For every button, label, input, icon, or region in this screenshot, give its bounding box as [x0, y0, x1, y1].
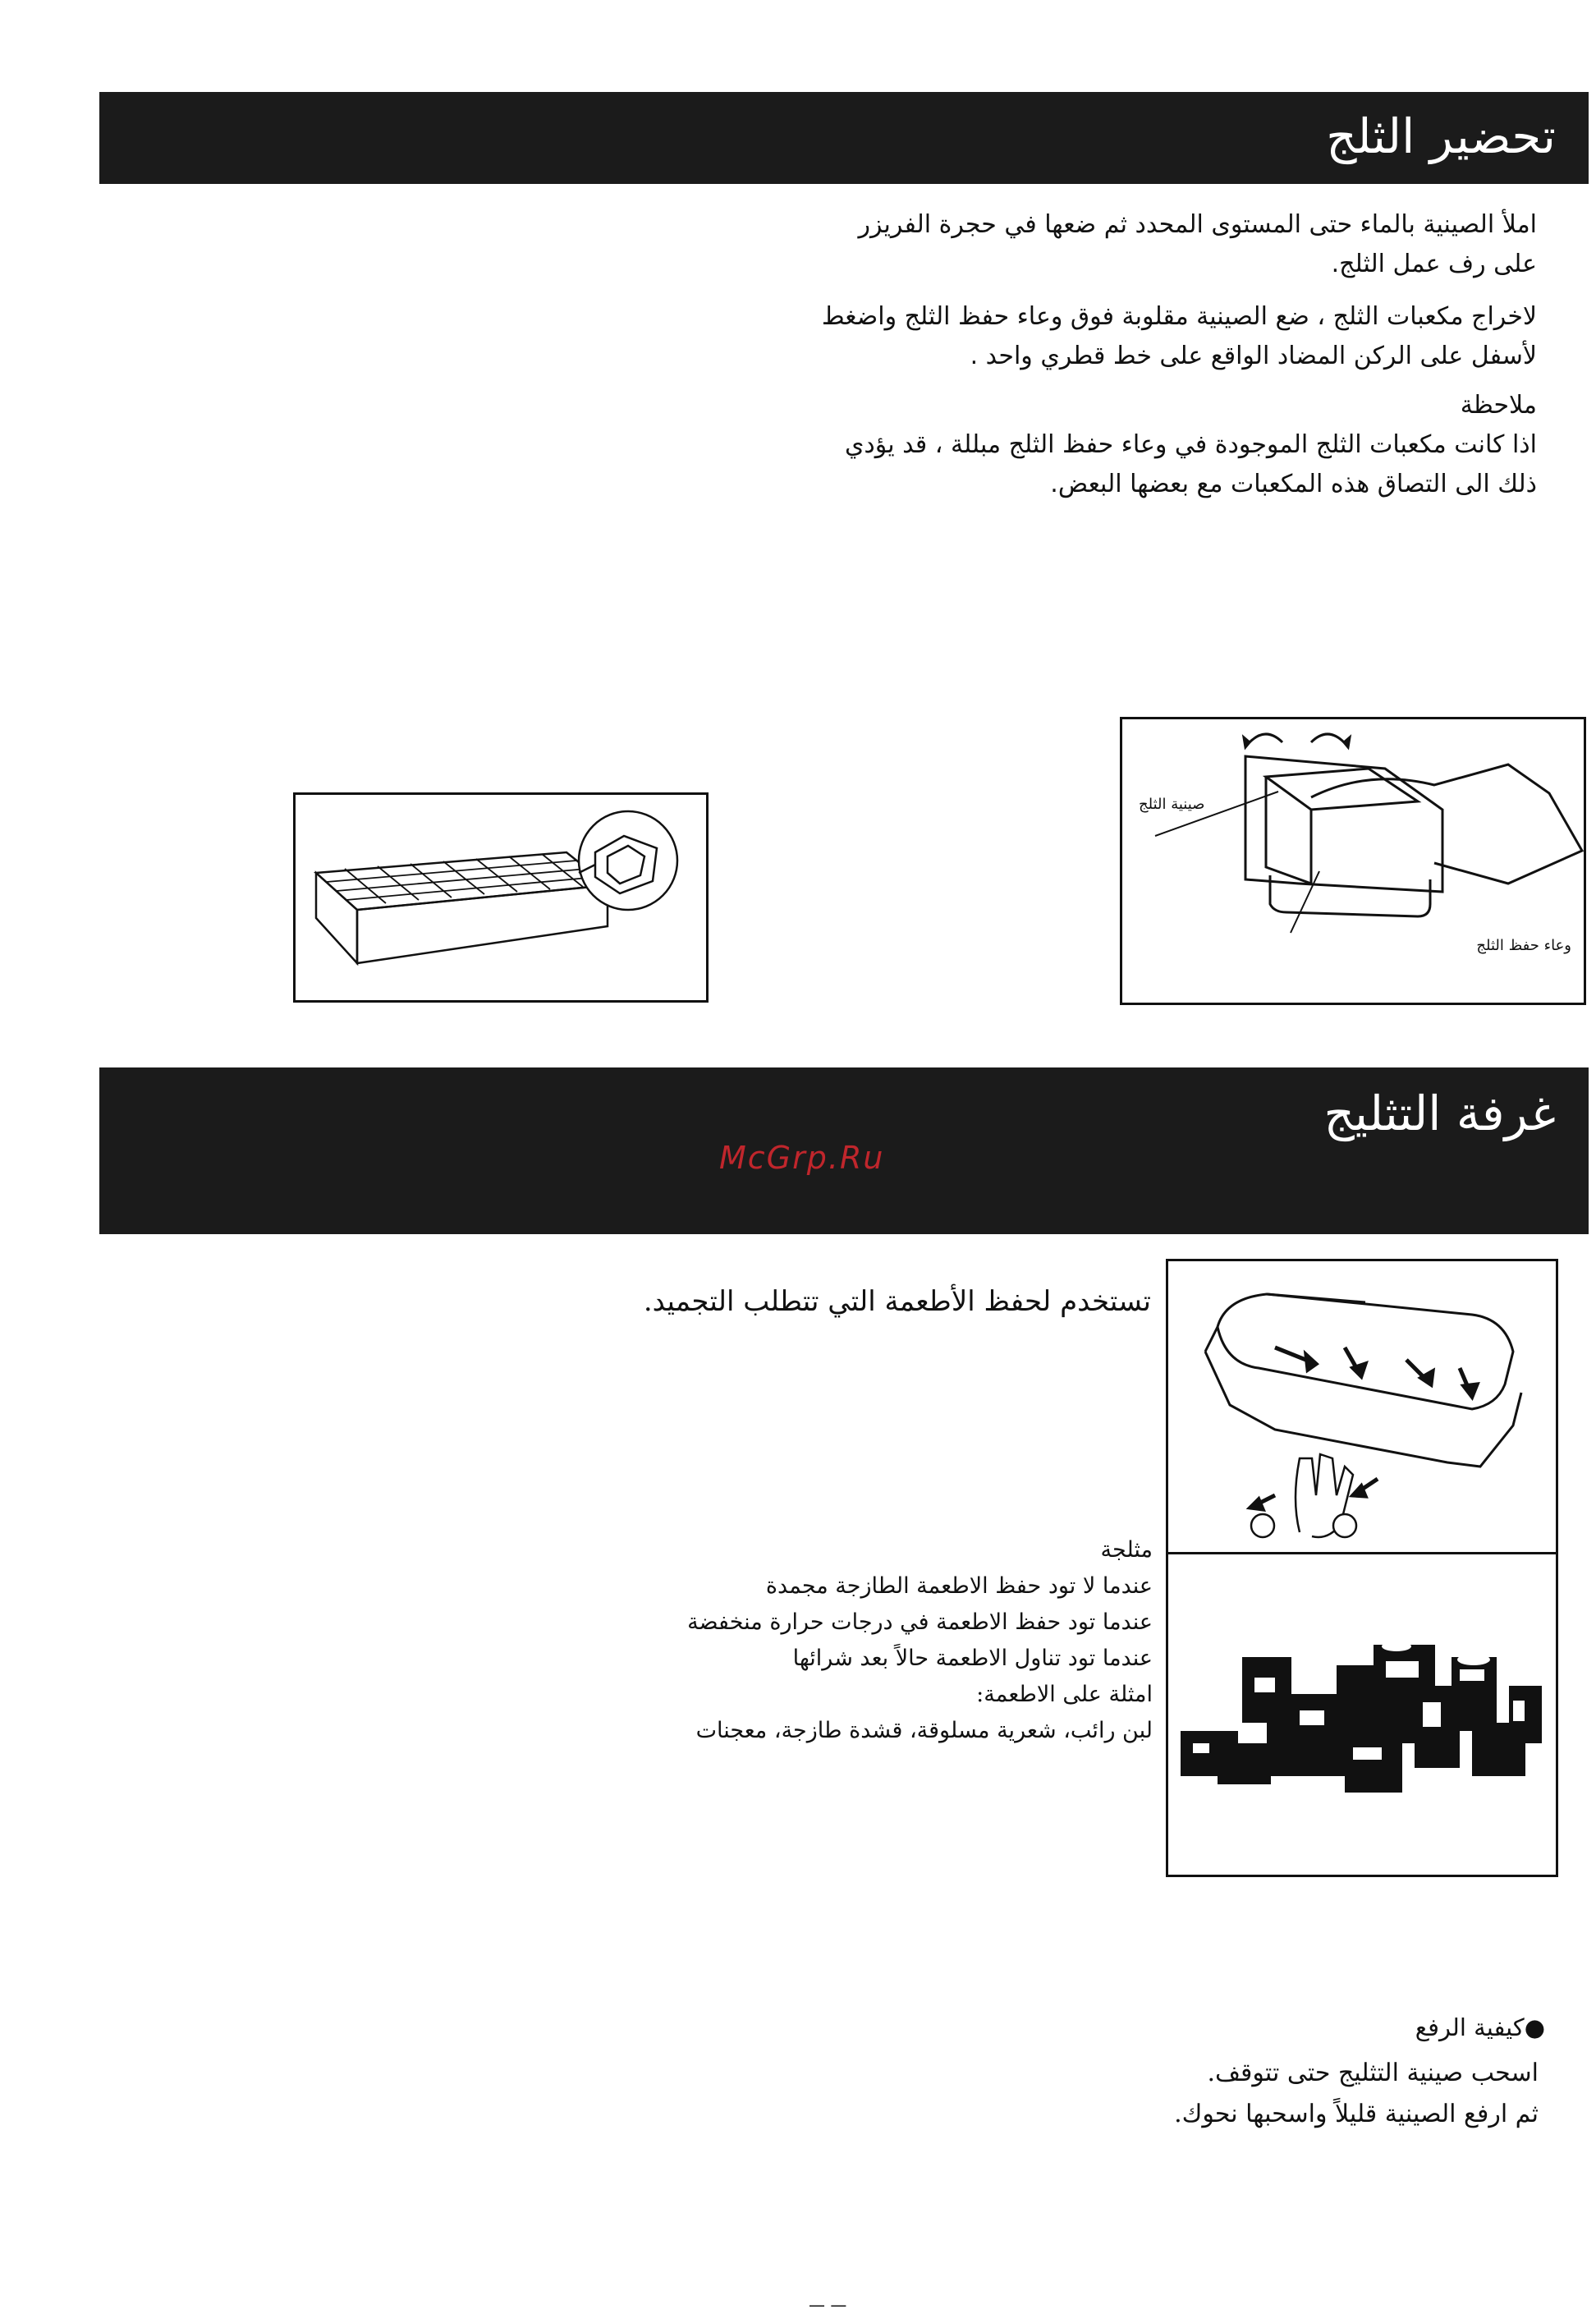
watermark: McGrp.Ru: [719, 1140, 885, 1176]
ice-paragraph-1-line-2: على رف عمل الثلج.: [1331, 250, 1537, 278]
ice-paragraph-2-line-1: لاخراج مكعبات الثلج ، ضع الصينية مقلوبة فوق وعاء حفظ الثلج واضغط: [821, 302, 1537, 331]
section-title-chiller: غرفة التثليج: [1323, 1086, 1556, 1141]
ice-paragraph-1: [859, 205, 1537, 284]
ice-note-line-2: ذلك الى التصاق هذه المكعبات مع بعضها البعض.: [1050, 470, 1537, 498]
ice-paragraph-1-line-1: املأ الصينية بالماء حتى المستوى المحدد ثم ضعها في حجرة الفريزر: [858, 210, 1537, 239]
ice-bin-illustration: [1120, 717, 1586, 1005]
ice-bin-label: وعاء حفظ الثلج: [1476, 937, 1571, 954]
chiller-list-item: عندما تود حفظ الاطعمة في درجات حرارة منخفضة: [687, 1609, 1153, 1635]
step-marker-2: [1333, 1514, 1356, 1537]
ice-note: [845, 386, 1537, 504]
section-title-ice: تحضير الثلج: [1326, 108, 1556, 164]
food-photo: [1166, 1552, 1558, 1877]
ice-note-heading: ملاحظة: [1460, 391, 1537, 420]
chiller-tray-drawing: [1168, 1261, 1556, 1554]
howto-heading: [1415, 2013, 1545, 2041]
chiller-list-item: امثلة على الاطعمة:: [976, 1682, 1153, 1707]
ice-tray-illustration: [293, 792, 709, 1003]
food-photo-drawing: [1168, 1554, 1556, 1875]
chiller-list-item: عندما لا تود حفظ الاطعمة الطازجة مجمدة: [765, 1573, 1153, 1599]
ice-paragraph-2-line-2: لأسفل على الركن المضاد الواقع على خط قطري واحد .: [970, 342, 1537, 370]
bullet-icon: ●: [1524, 2013, 1545, 2041]
ice-note-line-1: اذا كانت مكعبات الثلج الموجودة في وعاء حفظ الثلج مبللة ، قد يؤدي: [844, 430, 1537, 459]
ice-tray-label: صينية الثلج: [1139, 796, 1205, 813]
howto-steps: [1174, 2053, 1539, 2135]
howto-heading-text: كيفية الرفع: [1415, 2013, 1525, 2041]
page-number: — —: [809, 2295, 847, 2315]
howto-step: ثم ارفع الصينية قليلاً واسحبها نحوك.: [1174, 2100, 1539, 2128]
chiller-intro: تستخدم لحفظ الأطعمة التي تتطلب التجميد.: [643, 1285, 1151, 1318]
chiller-usage-list: [687, 1532, 1153, 1749]
step-marker-1: [1251, 1514, 1274, 1537]
chiller-list-heading: مثلجة: [1100, 1537, 1153, 1563]
howto-step: اسحب صينية التثليج حتى تتوقف.: [1207, 2059, 1539, 2087]
chiller-list-item: لبن رائب، شعرية مسلوقة، قشدة طازجة، معجنات: [695, 1718, 1153, 1743]
ice-tray-drawing: [296, 795, 706, 1000]
ice-paragraph-2: [822, 297, 1537, 376]
chiller-list-item: عندما تود تناول الاطعمة حالاً بعد شرائها: [792, 1646, 1153, 1671]
ice-bin-drawing: [1122, 719, 1584, 1003]
section-header-ice: [99, 92, 1589, 184]
chiller-tray-illustration: [1166, 1259, 1558, 1557]
